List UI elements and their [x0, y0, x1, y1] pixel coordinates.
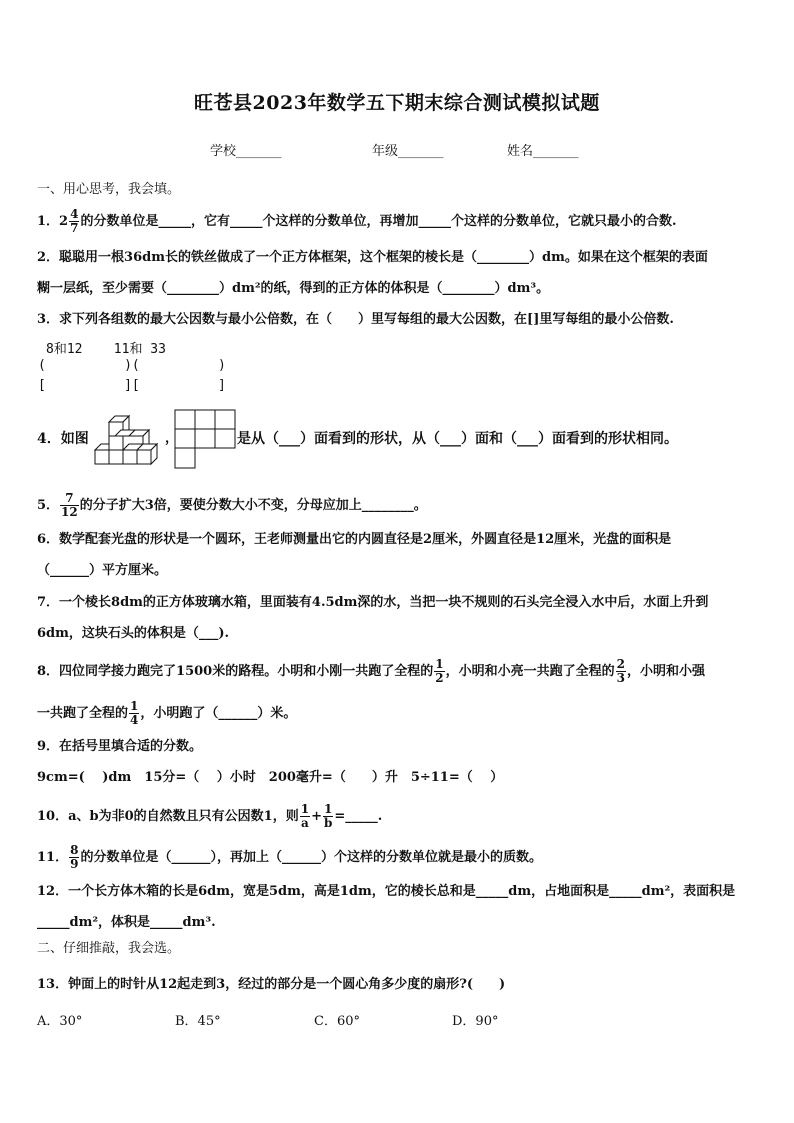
q11-number: 11．: [37, 850, 69, 865]
q11-frac-num: 8: [70, 843, 79, 857]
question-2-line-2: 糊一层纸，至少需要（________）dm²的纸，得到的正方体的体积是（________）dm³。: [37, 281, 550, 296]
question-10: [37, 803, 382, 830]
question-8-line-1: [37, 658, 705, 685]
q10-f2-num: 1: [323, 802, 333, 816]
choice-c[interactable]: C．60°: [314, 1014, 360, 1029]
q5-frac-den: 12: [61, 505, 78, 519]
q8-part-2: ，小明和小亮一共跑了全程的: [445, 664, 615, 679]
section-2-heading: 二、仔细推敲，我会选。: [37, 941, 181, 956]
q11-text: 的分数单位是（______），再加上（______）个这样的分数单位就是最小的质数。: [80, 850, 542, 865]
q5-fraction: [60, 492, 79, 519]
q8-f2-den: 3: [616, 671, 625, 685]
q10-f1-den: a: [300, 816, 309, 830]
q3-example-pairs: 8和12 11和 33: [46, 342, 166, 357]
question-8-line-2: [37, 700, 296, 727]
question-4-text: 是从（___）面看到的形状，从（___）面和（___）面看到的形状相同。: [237, 431, 678, 447]
question-6-line-2: （______）平方厘米。: [37, 563, 168, 578]
question-9-line-1: 9．在括号里填合适的分数。: [37, 739, 203, 754]
q4-separator: ，: [165, 431, 179, 446]
q10-f1-num: 1: [300, 802, 310, 816]
q8-part-5: ，小明跑了（______）米。: [140, 706, 297, 721]
question-5: [37, 492, 427, 519]
q10-fraction-a: [300, 803, 310, 830]
q1-mixed-number: [59, 208, 80, 235]
q8-fraction-2: [616, 658, 626, 685]
school-field: 学校_______: [210, 144, 282, 159]
q10-f2-den: b: [323, 816, 333, 830]
cube-stack-figure: [89, 410, 165, 470]
question-3: 3．求下列各组数的最大公因数与最小公倍数，在（ ）里写每组的最大公因数，在[]里写每组的最小公倍数.: [37, 312, 674, 327]
q10-fraction-b: [323, 803, 333, 830]
question-12-line-2: _____dm²，体积是_____dm³.: [37, 915, 216, 930]
question-11: [37, 844, 542, 871]
question-12-line-1: 12．一个长方体木箱的长是6dm，宽是5dm，高是1dm，它的棱长总和是_____dm，占地面积是_____dm²，表面积是: [37, 884, 736, 899]
question-7-line-2: 6dm，这块石头的体积是（___).: [37, 626, 230, 641]
q8-part-1: 8．四位同学接力跑完了1500米的路程。小明和小刚一共跑了全程的: [37, 664, 434, 679]
question-1: [37, 208, 676, 235]
q8-f3-num: 1: [130, 699, 139, 713]
q8-fraction-3: [129, 700, 139, 727]
q5-text: 的分子扩大3倍，要使分数大小不变，分母应加上________。: [79, 498, 427, 513]
q1-text: 的分数单位是_____，它有_____个这样的分数单位，再增加_____个这样的分数单位，它就只最小的合数.: [80, 214, 677, 229]
q8-fraction-1: [434, 658, 444, 685]
grid-view-figure: [173, 408, 237, 470]
q10-part-1: 10．a、b为非0的自然数且只有公因数1，则: [37, 809, 299, 824]
q10-part-2: =_____.: [334, 809, 383, 824]
q11-frac-den: 9: [70, 857, 79, 871]
q11-fraction: [69, 844, 79, 871]
q8-f1-num: 1: [435, 657, 444, 671]
q5-number: 5．: [37, 498, 60, 513]
q1-fraction: [69, 208, 79, 235]
question-13: 13．钟面上的时针从12起走到3，经过的部分是一个圆心角多少度的扇形?( ): [37, 977, 506, 992]
question-6-line-1: 6．数学配套光盘的形状是一个圆环，王老师测量出它的内圆直径是2厘米，外圆直径是12厘米，光盘的面积是: [37, 532, 672, 547]
question-9-line-2: 9cm=( )dm 15分=（ ）小时 200毫升=（ ）升 5÷11=（ ）: [37, 770, 504, 785]
choice-d[interactable]: D．90°: [452, 1014, 499, 1029]
q8-part-4: 一共跑了全程的: [37, 706, 129, 721]
q8-part-3: ，小明和小强: [626, 664, 705, 679]
name-field: 姓名_______: [507, 144, 579, 159]
q3-gcd-brackets: ( )( ): [38, 358, 226, 373]
q8-f1-den: 2: [435, 671, 444, 685]
q8-f3-den: 4: [130, 713, 139, 727]
q1-number: 1．: [37, 214, 60, 229]
q1-frac-num: 4: [70, 207, 79, 221]
q10-plus: +: [311, 809, 322, 824]
question-4-prefix: 4．如图: [37, 431, 89, 447]
choice-a[interactable]: A．30°: [37, 1014, 83, 1029]
q8-f2-num: 2: [616, 657, 625, 671]
q1-whole: 2: [59, 214, 69, 229]
q3-lcm-brackets: [ ][ ]: [38, 378, 226, 393]
choice-b[interactable]: B．45°: [175, 1014, 221, 1029]
question-7-line-1: 7．一个棱长8dm的正方体玻璃水箱，里面装有4.5dm深的水，当把一块不规则的石头完全浸入水中后，水面上升到: [37, 595, 709, 610]
page-title: 旺苍县2023年数学五下期末综合测试模拟试题: [194, 92, 600, 114]
grade-field: 年级_______: [372, 144, 444, 159]
section-1-heading: 一、用心思考，我会填。: [37, 182, 181, 197]
q5-frac-num: 7: [60, 492, 79, 506]
question-2-line-1: 2．聪聪用一根36dm长的铁丝做成了一个正方体框架，这个框架的棱长是（________）dm。如果在这个框架的表面: [37, 250, 708, 265]
q1-frac-den: 7: [70, 221, 79, 235]
